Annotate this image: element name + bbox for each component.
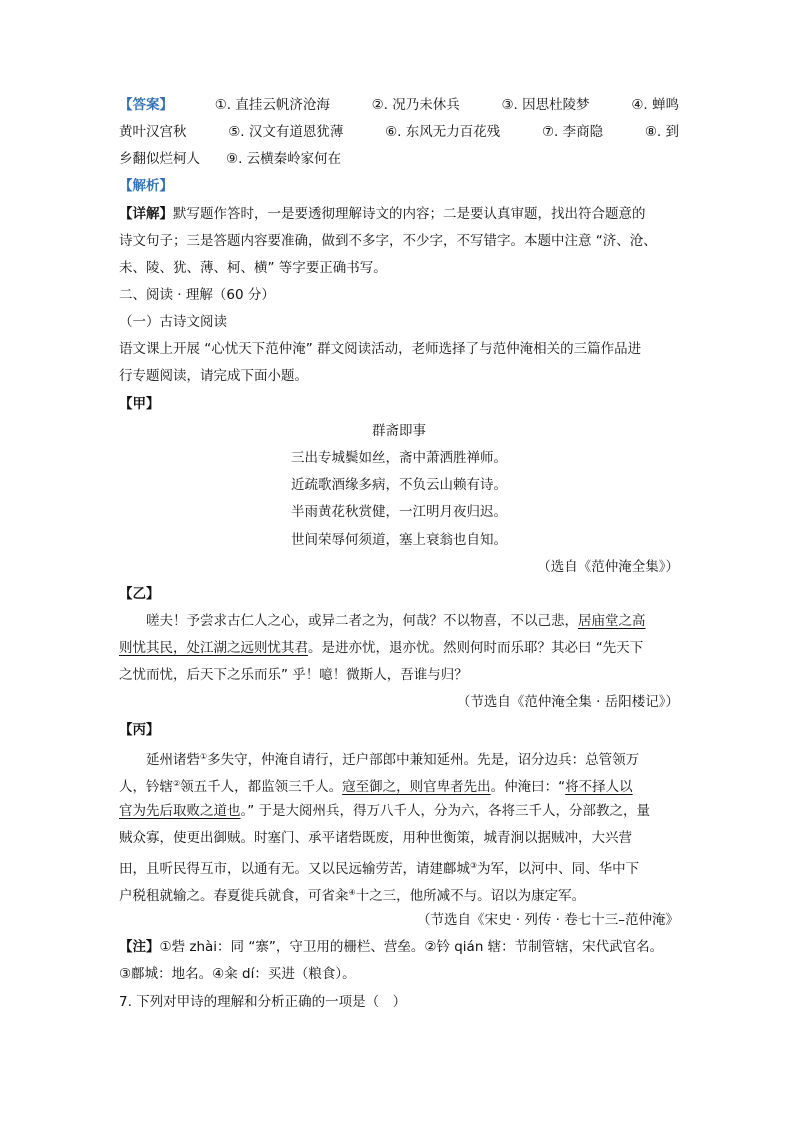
- bing-text: 为军，以河中、同、华中下: [477, 861, 640, 877]
- bing-text: 延州诸砦: [146, 752, 200, 768]
- answer-item: ⑧. 到: [644, 124, 679, 140]
- answer-item: ⑦. 李商隐: [541, 124, 604, 140]
- bing-text: 人，钤辖: [119, 779, 173, 795]
- bing-text: 十之三，他所减不与。诏以为康定军。: [355, 888, 586, 904]
- note-line-1: [119, 937, 679, 957]
- bing-line-1: [119, 747, 706, 767]
- detail-text: 默写题作答时，一是要透彻理解诗文的内容；二是要认真审题，找出符合题意的: [173, 206, 646, 222]
- jia-label: 【甲】: [119, 396, 160, 412]
- answer-item: ④. 蝉鸣: [631, 97, 679, 113]
- note-line-2: ③鄜城：地名。④籴 dí：买进（粮食）。: [119, 966, 356, 982]
- bing-text: 。” 于是大阅州兵，得万八千人，分为六，各将三千人，分部教之，量: [240, 803, 651, 819]
- yi-underlined: 居庙堂之高: [578, 613, 646, 629]
- bing-line-5: [119, 856, 679, 876]
- section-sub: （一）古诗文阅读: [119, 314, 227, 330]
- yi-line-2: [119, 638, 679, 658]
- section-heading: 二、阅读 · 理解（60 分）: [119, 287, 275, 303]
- answer-item: ⑤. 汉文有道恩犹薄: [228, 124, 344, 140]
- answer-item: 乡翻似烂柯人: [119, 151, 200, 167]
- detail-label: 【详解】: [119, 206, 173, 222]
- footnote-mark: ①: [200, 752, 208, 761]
- yi-underlined: 则忧其民，处江湖之远则忧其君: [119, 640, 308, 656]
- bing-underlined: 寇至御之，则官卑者先出: [342, 779, 491, 795]
- poem-line: 世间荣辱何须道，塞上衰翁也自知。: [291, 532, 507, 548]
- answer-item: ②. 况乃未休兵: [371, 97, 460, 113]
- answer-item: ⑨. 云横秦岭家何在: [226, 151, 342, 167]
- footnote-mark: ③: [470, 861, 478, 870]
- answer-label: 【答案】: [119, 97, 173, 113]
- footnote-mark: ②: [173, 779, 181, 788]
- bing-text: 多失守，仲淹自请行，迁户部郎中兼知延州。先是，诏分边兵：总管领万: [207, 752, 640, 768]
- bing-text: 领五千人，都监领三千人。: [180, 779, 343, 795]
- detail-line-1: [119, 204, 679, 224]
- bing-underlined: 将不择人以: [565, 779, 633, 795]
- answer-line-3: [119, 149, 679, 169]
- answer-item: ①. 直挂云帆济沧海: [214, 97, 330, 113]
- jia-source: （选自《范仲淹全集》）: [537, 559, 679, 575]
- detail-line-3: 未、陵、犹、薄、柯、横” 等字要正确书写。: [119, 260, 387, 276]
- question-7: 7. 下列对甲诗的理解和分析正确的一项是（ ）: [119, 994, 407, 1010]
- bing-line-2: [119, 774, 679, 794]
- footnote-mark: ④: [348, 888, 356, 897]
- yi-source: （节选自《范仲淹全集 · 岳阳楼记》）: [456, 694, 679, 710]
- answer-line-2: [119, 122, 679, 142]
- poem-title: 群斋即事: [372, 423, 426, 439]
- intro-line-1: 语文课上开展 “心忧天下范仲淹” 群文阅读活动，老师选择了与范仲淹相关的三篇作品进: [119, 341, 642, 357]
- bing-line-3: [119, 801, 679, 821]
- bing-underlined: 官为先后取败之道也: [119, 803, 241, 819]
- yi-line-1: [119, 611, 706, 631]
- yi-text: 。是进亦忧，退亦忧。然则何时而乐耶？其必曰 “先天下: [308, 640, 644, 656]
- poem-line: 半雨黄花秋赏健，一江明月夜归迟。: [291, 504, 507, 520]
- answer-item: ⑥. 东风无力百花残: [385, 124, 501, 140]
- bing-line-6: [119, 883, 679, 903]
- poem-line: 近疏歌酒缘多病，不负云山赖有诗。: [291, 477, 507, 493]
- bing-text: 户税租就输之。春夏徙兵就食，可省籴: [119, 888, 349, 904]
- note-label: 【注】: [119, 939, 160, 955]
- bing-text: 田，且听民得互市，以通有无。又以民远输劳苦，请建鄜城: [119, 861, 470, 877]
- bing-line-4: 贼众寡，使更出御贼。时塞门、承平诸砦既废，用种世衡策，城青涧以据贼冲，大兴营: [119, 830, 632, 846]
- poem-line: 三出专城鬓如丝，斋中萧洒胜禅师。: [291, 450, 507, 466]
- intro-line-2: 行专题阅读，请完成下面小题。: [119, 368, 308, 384]
- detail-line-2: 诗文句子；三是答题内容要准确，做到不多字，不少字，不写错字。本题中注意 “济、沧、: [119, 233, 657, 249]
- bing-label: 【丙】: [119, 722, 160, 738]
- yi-label: 【乙】: [119, 586, 160, 602]
- bing-source: （节选自《宋史 · 列传 · 卷七十三–范仲淹》: [417, 912, 679, 928]
- answer-item: 黄叶汉宫秋: [119, 124, 187, 140]
- yi-text: 嗟夫！予尝求古仁人之心，或异二者之为，何哉？不以物喜，不以己悲，: [146, 613, 578, 629]
- answer-item: ③. 因思杜陵梦: [501, 97, 590, 113]
- yi-line-3: 之忧而忧，后天下之乐而乐” 乎！噫！微斯人，吾谁与归？: [119, 667, 468, 683]
- analysis-label: 【解析】: [119, 178, 173, 194]
- answer-line-1: [119, 95, 679, 115]
- bing-text: 。仲淹曰：“: [490, 779, 566, 795]
- note-text: ①砦 zhài：同 “寨”，守卫用的栅栏、营垒。②钤 qián 辖：节制管辖，宋代武官名。: [159, 939, 664, 955]
